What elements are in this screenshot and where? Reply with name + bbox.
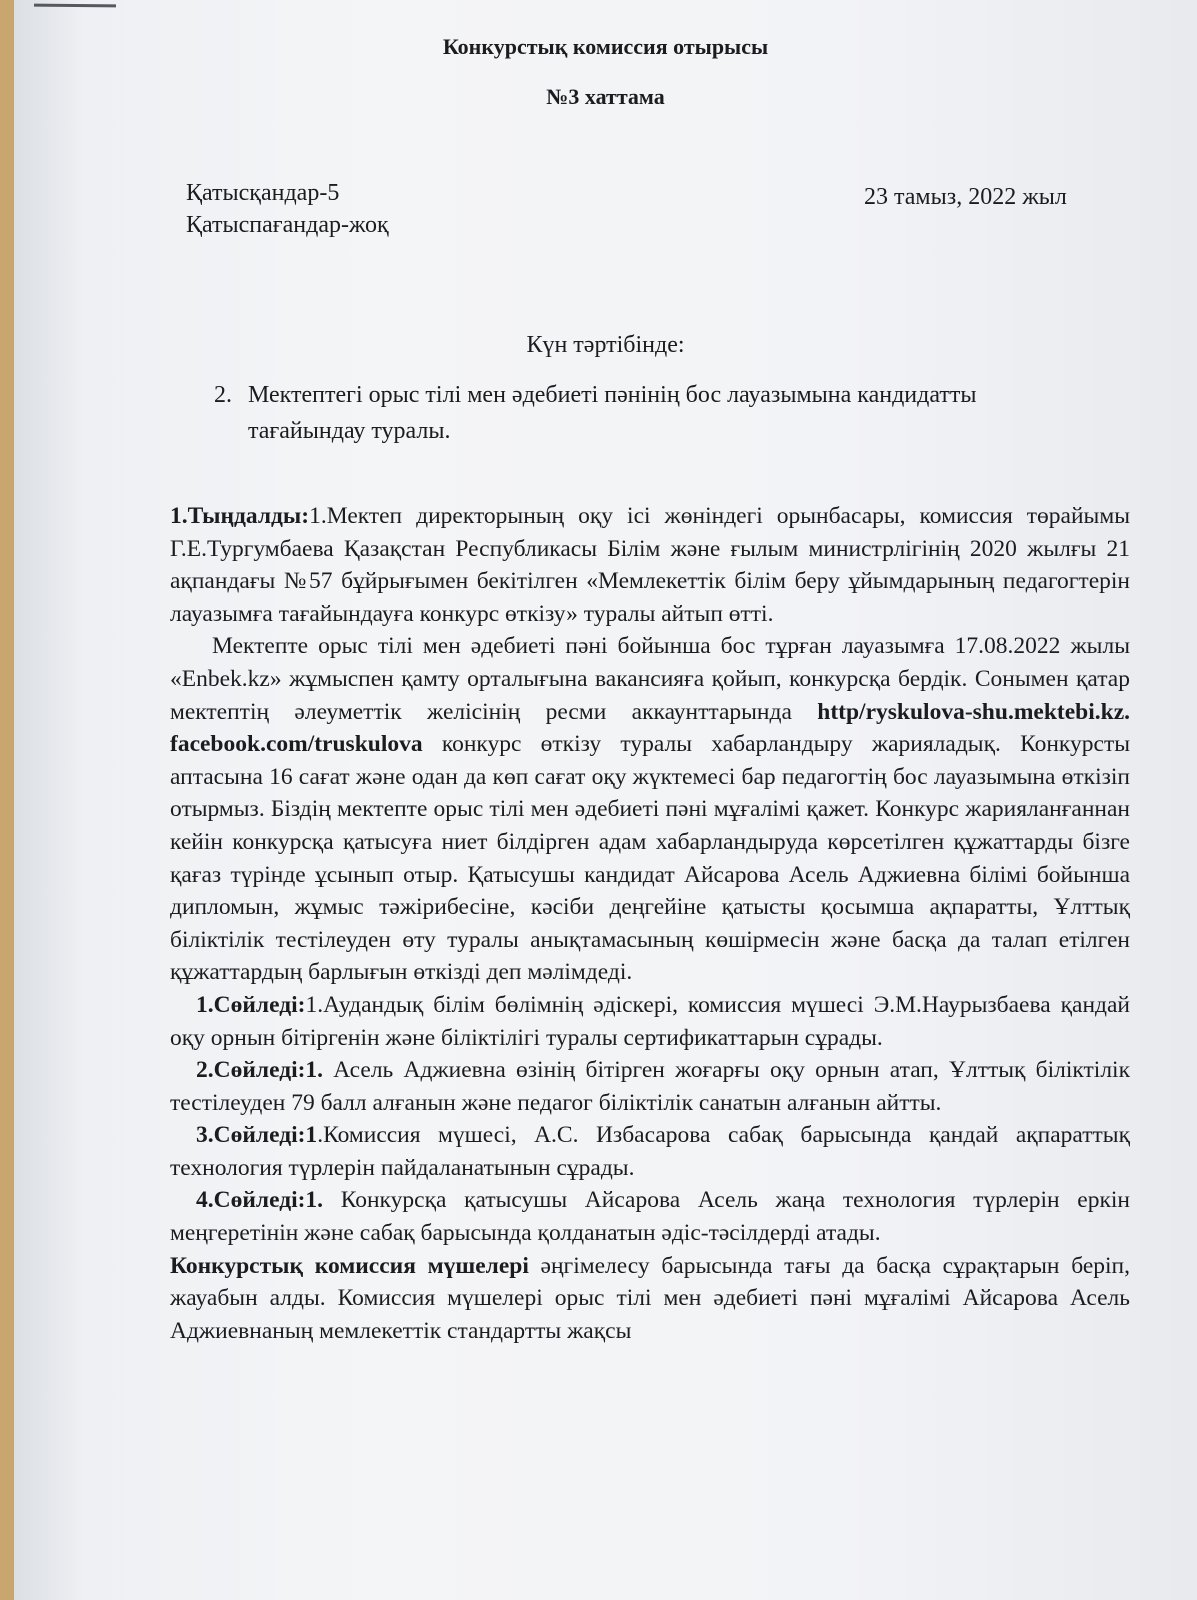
speaker3-paragraph	[170, 1119, 1130, 1184]
speaker1-text: 1.Аудандық білім бөлімнің әдіскері, комиссия мүшесі Э.М.Наурызбаева қандай оқу орнын бітіргенін және біліктілігі туралы сертификаттарын сұрады.	[170, 991, 1130, 1051]
speaker2-paragraph	[170, 1054, 1130, 1119]
agenda-item-line2: тағайындау туралы.	[248, 418, 451, 444]
announcement-text-b: конкурс өткізу туралы хабарландыру жарияладық. Конкурсты аптасына 16 сағат және одан да көп сағат оқу жүктемесі бар педагогтің бос лауазымына өткізіп отырмыз. Біздің мектепте орыс тілі мен әдебиеті пәні мұғалімі қажет. Конкурс жарияланғаннан кейін конкурсқа қатысуға ниет білдірген адам хабарландыруда көрсетілген құжаттарды бізге қағаз түрінде ұсынып отыр. Қатысушы кандидат Айсарова Асель Аджиевна білімі бойынша дипломын, жұмыс тәжірибесіне, кәсіби деңгейіне қатысты қосымша ақпаратты, Ұлттық біліктілік тестілеуден өту туралы анықтамасының көшірмесін және басқа да талап етілген құжаттардың барлығын өткізді деп мәлімдеді.	[170, 731, 1130, 986]
announcement-text-a: Мектепте орыс тілі мен әдебиеті пәні бойынша бос тұрған лауазымға 17.08.2022 жылы «Enbek.kz» жұмыспен қамту орталығына вакансияға қойып, конкурсқа бердік. Сонымен қатар мектептің әлеуметтік желісінің ресми аккаунттарында	[170, 633, 1130, 725]
commission-text: әңгімелесу барысында тағы да басқа сұрақтарын беріп, жауабын алды. Комиссия мүшелері орыс тілі мен әдебиеті пәні мұғалімі Айсарова Асель Аджиевнаның мемлекеттік стандартты жақсы	[170, 1252, 1130, 1344]
agenda-number: 2.	[214, 382, 232, 408]
speaker4-paragraph	[170, 1184, 1130, 1249]
meeting-date: 23 тамыз, 2022 жыл	[864, 184, 1067, 210]
facebook-link: facebook.com/truskulova	[170, 731, 423, 758]
speaker1-paragraph	[170, 989, 1130, 1054]
commission-label: Конкурстық комиссия мүшелері	[170, 1252, 529, 1279]
heard-text: 1.Мектеп директорының оқу ісі жөніндегі орынбасары, комиссия төрайымы Г.Е.Тургумбаева Қазақстан Республикасы Білім және ғылым министрлігінің 2020 жылғы 21 ақпандағы №57 бұйрығымен бекітілген «Мемлекеттік білім беру ұйымдарының педагогтерін лауазымға тағайындауға конкурс өткізу» туралы айтып өтті.	[170, 503, 1130, 627]
announcement-paragraph	[170, 630, 1130, 989]
document-content	[14, 0, 1197, 1600]
heard-label: 1.Тыңдалды:	[170, 503, 310, 529]
speaker3-label: 3.Сөйледі:1	[196, 1122, 318, 1149]
document-subtitle: №3 хаттама	[546, 84, 665, 109]
speaker4-label: 4.Сөйледі:1.	[196, 1187, 324, 1214]
participants-count: Қатысқандар-5	[186, 180, 340, 206]
agenda-item-line1: Мектептегі орыс тілі мен әдебиеті пәнінің бос лауазымына кандидатты	[248, 382, 977, 408]
agenda-heading: Күн тәртібінде:	[526, 332, 685, 358]
speaker2-text: Асель Аджиевна өзінің бітірген жоғарғы оқу орнын атап, Ұлттық біліктілік тестілеуден 79 балл алғанын және педагог біліктілік санатын алғанын айтты.	[170, 1057, 1130, 1116]
commission-paragraph	[170, 1250, 1130, 1348]
heard-paragraph	[170, 500, 1130, 630]
speaker1-label: 1.Сөйледі:	[196, 991, 306, 1018]
school-website-link: http/ryskulova-shu.mektebi.kz.	[817, 698, 1130, 725]
minutes-body	[170, 500, 1130, 1347]
speaker2-label: 2.Сөйледі:1.	[196, 1057, 324, 1084]
speaker3-text: .Комиссия мүшесі, А.С. Избасарова сабақ барысында қандай ақпараттық технология түрлерін пайдаланатынын сұрады.	[170, 1122, 1130, 1181]
absent-count: Қатыспағандар-жоқ	[186, 212, 389, 238]
speaker4-text: Конкурсқа қатысушы Айсарова Асель жаңа технология түрлерін еркін меңгеретінін және сабақ барысында қолданатын әдіс-тәсілдерді атады.	[170, 1187, 1130, 1247]
document-title: Конкурстық комиссия отырысы	[442, 34, 769, 59]
document-page	[14, 0, 1197, 1600]
